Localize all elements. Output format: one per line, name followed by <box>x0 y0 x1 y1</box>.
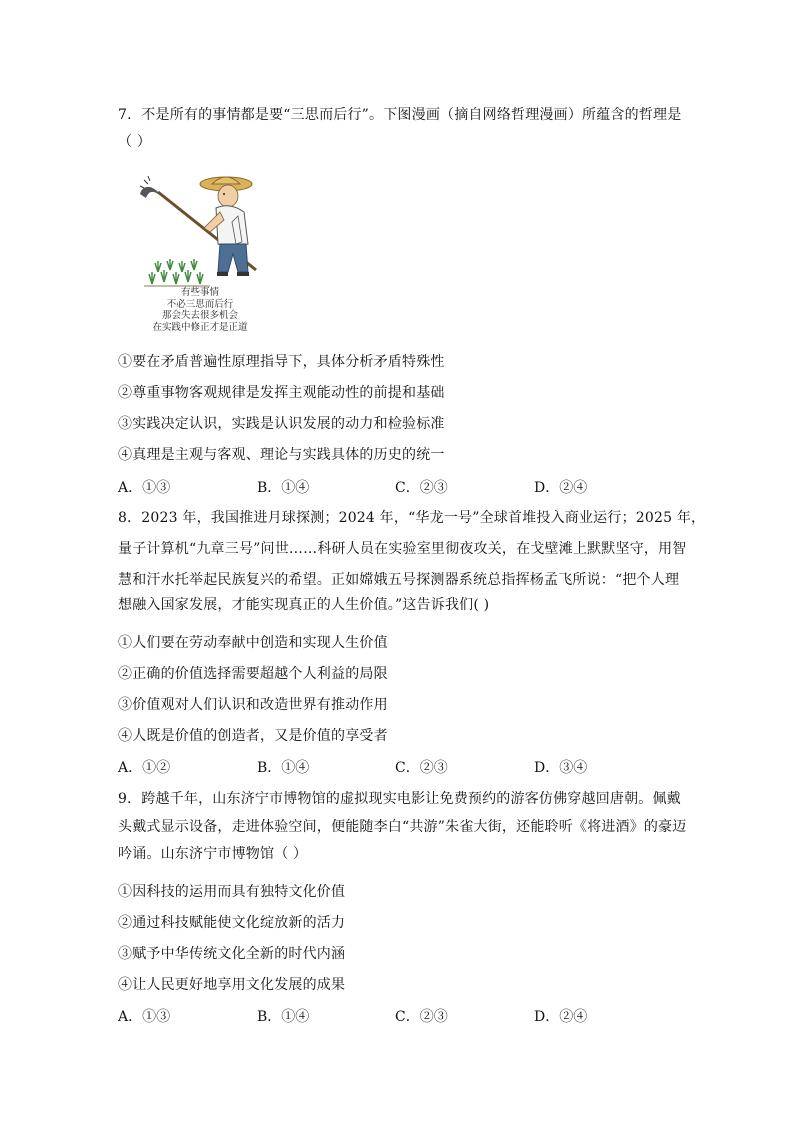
q7-statement-3: ③实践决定认识，实践是认识发展的动力和检验标准 <box>118 416 445 432</box>
q9-statement-2: ②通过科技赋能使文化绽放新的活力 <box>118 915 346 931</box>
q9-option-c[interactable]: C．②③ <box>395 1009 448 1025</box>
q9-statement-1: ①因科技的运用而具有独特文化价值 <box>118 884 346 900</box>
q9-statement-4: ④让人民更好地享用文化发展的成果 <box>118 977 346 993</box>
q7-statement-1: ①要在矛盾普遍性原理指导下，具体分析矛盾特殊性 <box>118 354 445 370</box>
q8-statement-4: ④人既是价值的创造者，又是价值的享受者 <box>118 728 388 744</box>
q8-stem-line-1: 8．2023 年，我国推进月球探测；2024 年，“华龙一号”全球首堆投入商业运行；2025 年， <box>118 510 706 526</box>
q8-stem-line-2: 量子计算机“九章三号”问世……科研人员在实验室里彻夜攻关，在戈壁滩上默默坚守，用智 <box>118 541 687 557</box>
q7-option-a[interactable]: A．①③ <box>118 480 171 496</box>
q7-option-c[interactable]: C．②③ <box>395 480 448 496</box>
q9-stem-line-3: 吟诵。山东济宁市博物馆（ ） <box>118 846 308 862</box>
q9-option-d[interactable]: D．②④ <box>534 1009 588 1025</box>
cartoon-caption-line: 不必三思而后行 <box>166 298 234 310</box>
q8-option-d[interactable]: D．③④ <box>534 760 588 776</box>
q8-statement-3: ③价值观对人们认识和改造世界有推动作用 <box>118 697 388 713</box>
q9-option-b[interactable]: B．①④ <box>257 1009 310 1025</box>
q7-statement-4: ④真理是主观与客观、理论与实践具体的历史的统一 <box>118 447 445 463</box>
q7-statement-2: ②尊重事物客观规律是发挥主观能动性的前提和基础 <box>118 385 445 401</box>
q7-option-b[interactable]: B．①④ <box>257 480 310 496</box>
q7-stem-line-2: （ ） <box>118 134 152 150</box>
q9-option-a[interactable]: A．①③ <box>118 1009 171 1025</box>
q8-statement-1: ①人们要在劳动奉献中创造和实现人生价值 <box>118 635 388 651</box>
q8-option-a[interactable]: A．①② <box>118 760 171 776</box>
q9-stem-line-1: 9．跨越千年，山东济宁市博物馆的虚拟现实电影让免费预约的游客仿佛穿越回唐朝。佩戴 <box>118 791 681 807</box>
q8-statement-2: ②正确的价值选择需要超越个人利益的局限 <box>118 666 388 682</box>
q8-stem-line-3: 慧和汗水托举起民族复兴的希望。正如嫦娥五号探测器系统总指挥杨孟飞所说：“把个人理 <box>118 572 680 588</box>
q8-option-b[interactable]: B．①④ <box>257 760 310 776</box>
cartoon-caption-line: 那会失去很多机会 <box>161 310 238 321</box>
q9-statement-3: ③赋予中华传统文化全新的时代内涵 <box>118 946 346 962</box>
cartoon-caption-line: 有些事情 <box>180 287 219 298</box>
q7-stem-line-1: 7．不是所有的事情都是要“三思而后行”。下图漫画（摘自网络哲理漫画）所蕴含的哲理是 <box>118 107 682 123</box>
q8-stem-line-4: 想融入国家发展，才能实现真正的人生价值。”这告诉我们( ) <box>118 597 490 613</box>
q7-option-d[interactable]: D．②④ <box>534 480 588 496</box>
q8-option-c[interactable]: C．②③ <box>395 760 448 776</box>
q9-stem-line-2: 头戴式显示设备，走进体验空间，便能随李白“共游”朱雀大街，还能聆听《将进酒》的豪迈 <box>118 819 687 835</box>
cartoon-caption-line: 在实践中修正才是正道 <box>152 321 248 333</box>
cartoon-caption <box>138 287 262 333</box>
